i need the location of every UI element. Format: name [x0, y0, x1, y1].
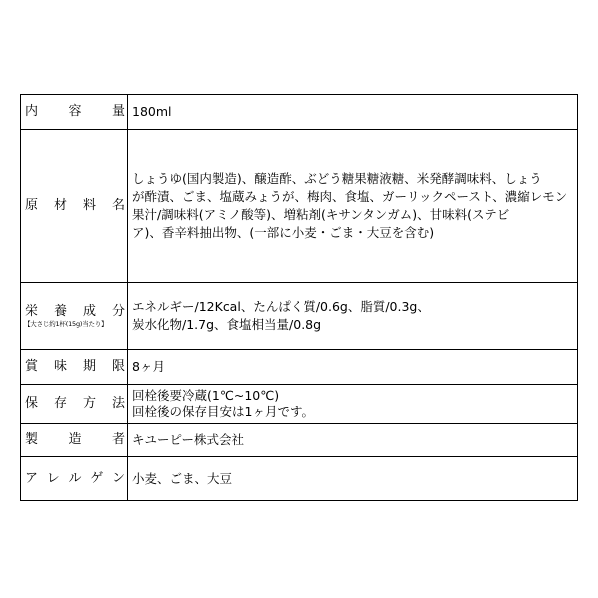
label-char: 分: [111, 303, 125, 319]
row-manufacturer-value: [128, 424, 578, 457]
label-char: 栄: [25, 303, 39, 319]
row-manufacturer: [21, 424, 578, 457]
row-content-header: [21, 95, 128, 130]
label-char: 者: [111, 432, 125, 447]
label-char: 限: [111, 359, 125, 374]
label-char: 保: [25, 396, 39, 411]
label-char: 容: [68, 104, 82, 119]
label-char: ル: [68, 470, 82, 486]
label-char: 存: [53, 396, 67, 411]
row-manufacturer-header: [21, 424, 128, 457]
label-char: ア: [25, 470, 39, 486]
label-char: 原: [25, 198, 39, 213]
label-char: 養: [53, 303, 67, 319]
row-nutrition: [21, 283, 578, 350]
label-char: レ: [46, 470, 60, 486]
label-char: 期: [82, 359, 96, 374]
label-char: 成: [82, 303, 96, 319]
label-char: 量: [111, 104, 125, 119]
label-char: 名: [111, 198, 125, 213]
label-char: ン: [111, 470, 125, 486]
row-content: [21, 95, 578, 130]
ingredients-line: ア)、香辛料抽出物、(一部に小麦・ごま・大豆を含む): [132, 225, 435, 240]
manufacturer-name: キユーピー株式会社: [132, 432, 245, 447]
row-storage-header: [21, 385, 128, 424]
label-char: 材: [53, 198, 67, 213]
ingredients-line: が酢漬、ごま、塩蔵みょうが、梅肉、食塩、ガーリックペースト、濃縮レモン: [132, 189, 568, 204]
row-allergens: [21, 457, 578, 501]
label-char: 方: [82, 396, 96, 411]
ingredients-line: 果汁/調味料(アミノ酸等)、増粘剤(キサンタンガム)、甘味料(ステビ: [132, 207, 510, 222]
row-ingredients-header: [21, 130, 128, 283]
nutrition-line: エネルギー/12Kcal、たんぱく質/0.6g、脂質/0.3g、: [132, 299, 430, 314]
row-ingredients: [21, 130, 578, 283]
row-nutrition-header: [21, 283, 128, 350]
label-char: ゲ: [90, 470, 104, 486]
label-char: 造: [68, 432, 82, 447]
row-shelf-life: [21, 350, 578, 385]
row-storage: [21, 385, 578, 424]
label-char: 内: [25, 104, 39, 119]
row-allergens-header: [21, 457, 128, 501]
storage-line: 回栓後の保存目安は1ヶ月です。: [132, 404, 314, 419]
row-storage-value: [128, 385, 578, 424]
row-allergens-value: [128, 457, 578, 501]
row-nutrition-value: [128, 283, 578, 350]
serving-size-note: 【大さじ約1杯(15g)当たり】: [24, 319, 108, 328]
label-char: 賞: [25, 359, 39, 374]
row-shelf-life-header: [21, 350, 128, 385]
content-volume: 180ml: [132, 104, 172, 119]
row-shelf-life-value: [128, 350, 578, 385]
nutrition-line: 炭水化物/1.7g、食塩相当量/0.8g: [132, 317, 322, 332]
label-char: 法: [111, 396, 125, 411]
ingredients-line: しょうゆ(国内製造)、醸造酢、ぶどう糖果糖液糖、米発酵調味料、しょう: [132, 171, 542, 186]
label-char: 製: [25, 432, 39, 447]
row-ingredients-value: [128, 130, 578, 283]
product-label-table: [20, 94, 578, 501]
shelf-life-value: 8ヶ月: [132, 359, 165, 374]
label-char: 料: [82, 198, 96, 213]
row-content-value: [128, 95, 578, 130]
storage-line: 回栓後要冷蔵(1℃~10℃): [132, 388, 280, 403]
allergens-list: 小麦、ごま、大豆: [132, 470, 233, 486]
label-char: 味: [53, 359, 67, 374]
